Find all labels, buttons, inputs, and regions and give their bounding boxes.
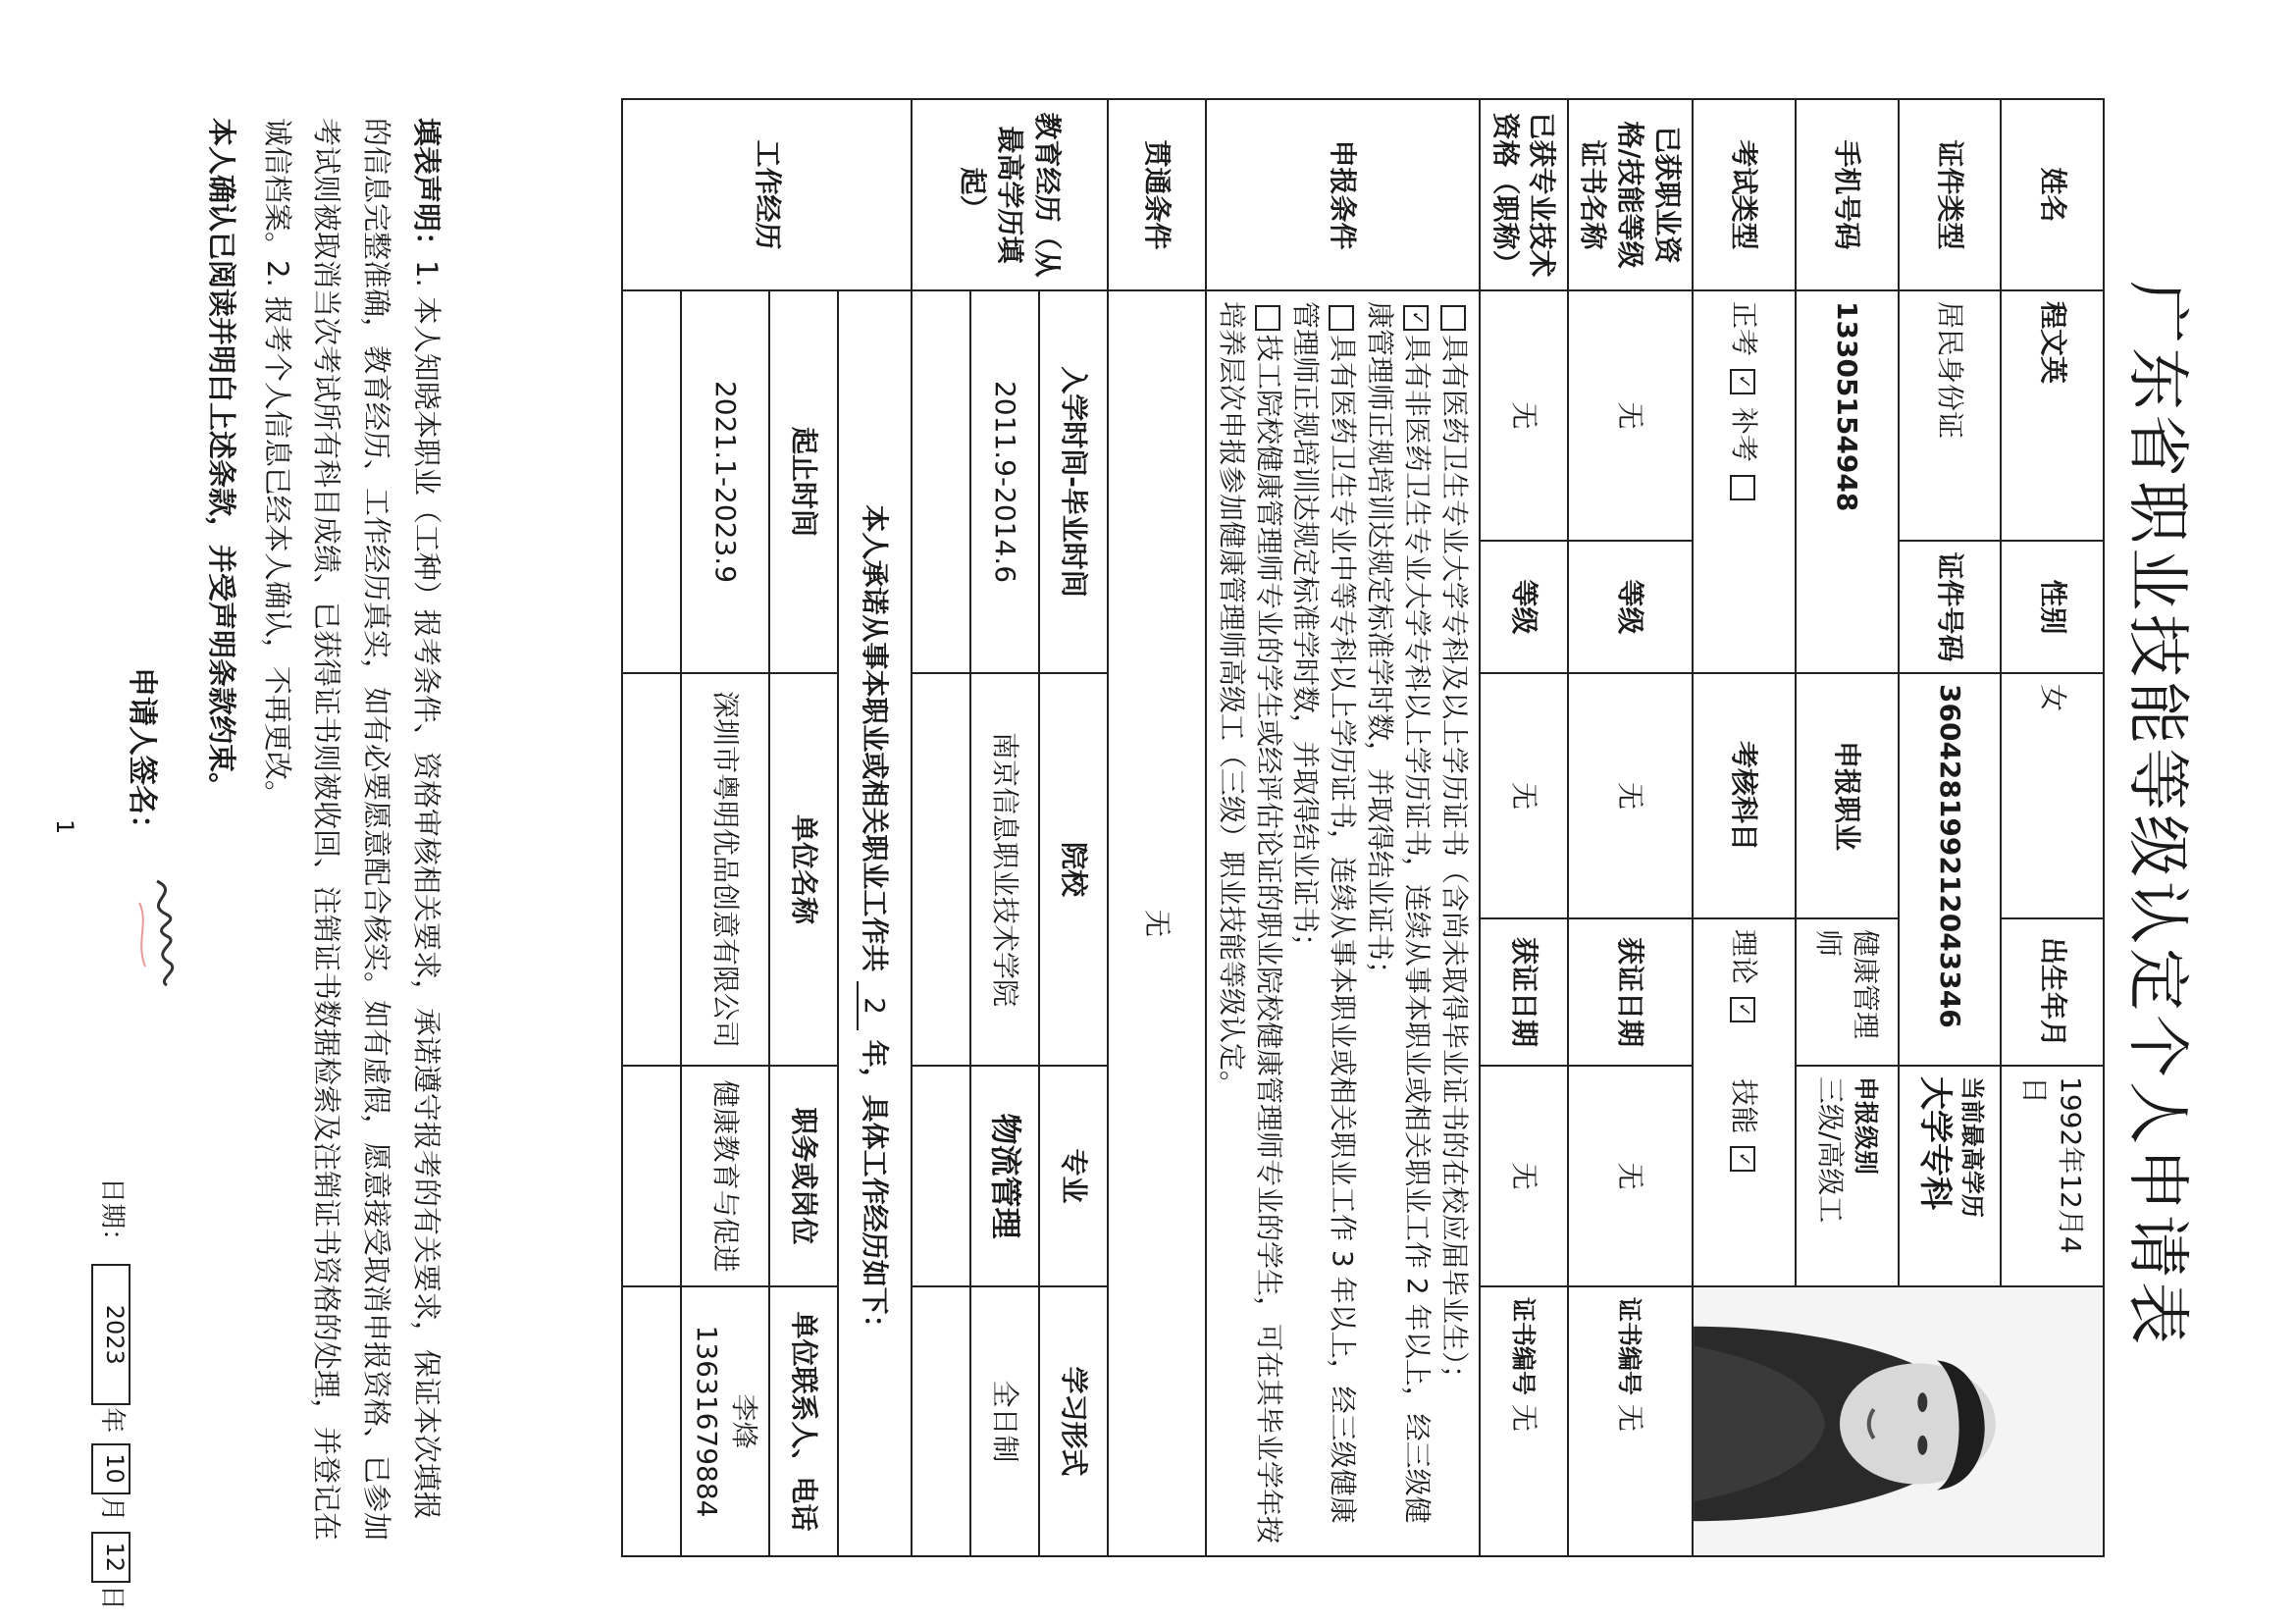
cert-no-cell [1568, 1286, 1693, 1556]
prof-title-value: 无 [1480, 290, 1568, 541]
conditions-list [1206, 290, 1480, 1556]
edu-row-empty [912, 99, 970, 1556]
exam-type-label: 考试类型 [1693, 99, 1796, 290]
subject-theory-checkbox[interactable]: ✓ [1730, 997, 1755, 1022]
gender-label: 性别 [2001, 541, 2104, 673]
cert-date-value: 无 [1568, 1066, 1693, 1286]
cert-level-label: 等级 [1568, 541, 1693, 673]
birth-label: 出生年月 [2001, 918, 2104, 1066]
education-text: 大学专科 [1914, 1076, 1955, 1210]
id-number-label: 证件号码 [1899, 541, 2002, 673]
work-row [682, 99, 770, 1556]
prof-no-label: 证书编号 [1508, 1297, 1538, 1396]
work-contact-header: 单位联系人、电话 [769, 1286, 838, 1556]
declaration-body: 1. 本人知晓本职业（工种）报考条件、资格审核相关要求，承诺遵守报考的有关要求，保证本次填报的信息完整准确，教育经历、工作经历真实，如有必要愿意配合核实。如有虚假，愿意接受取消申报资格、已参加考试则被取消当次考试所有科目成绩、已获得证书则被收回、注销证书数据检索及注销证书资格的处理，并登记在诚信档案。2. 报考个人信息已经本人确认，不再更改。 [260, 118, 444, 1542]
level-label: 申报级别 [1851, 1076, 1880, 1176]
page-number: 1 [51, 819, 78, 835]
exam-zhengkao-text: 正考 [1728, 301, 1761, 357]
edu-row [970, 99, 1039, 1556]
gender-value: 女 [2001, 673, 2104, 918]
edu-time-value: 2011.9-2014.6 [970, 290, 1039, 673]
prof-no-value: 无 [1507, 1403, 1540, 1432]
work-time-header: 起止时间 [769, 290, 838, 673]
work-history-label: 工作经历 [623, 99, 913, 290]
portrait-image [1694, 1287, 2103, 1555]
conditions-label: 申报条件 [1206, 99, 1480, 290]
work-pledge [838, 290, 912, 1556]
sign-label: 申请人签名： [125, 667, 159, 844]
prof-level-value: 无 [1480, 673, 1568, 918]
edu-major-header: 专业 [1039, 1066, 1108, 1286]
condition-text: 具有非医药卫生专业大学专科以上学历证书，连续从事本职业或相关职业工作 2 年以上，经三级健康管理师正规培训达规定标准学时数，并取得结业证书； [1364, 301, 1434, 1524]
name-value: 程文英 [2001, 290, 2104, 541]
exam-type-value [1693, 290, 1796, 673]
exam-subject-label: 考核科目 [1693, 673, 1796, 918]
declaration-confirm: 本人确认已阅读并明白上述条款，并受声明条款约束。 [205, 118, 238, 802]
work-pledge-prefix: 本人承诺从事本职业或相关职业工作共 [859, 504, 892, 972]
edu-school-header: 院校 [1039, 673, 1108, 1066]
occupation-value: 健康管理师 [1796, 918, 1899, 1066]
work-pledge-suffix: 年，具体工作经历如下： [859, 1039, 892, 1342]
date-year-box: 2023 [92, 1264, 131, 1405]
condition-checkbox[interactable]: ✓ [1403, 305, 1429, 331]
work-time-value: 2021.1-2023.9 [682, 290, 770, 673]
declaration [196, 118, 451, 1541]
work-row-empty [623, 99, 682, 1556]
condition-item [1287, 301, 1362, 1545]
date-unit-year: 年 [97, 1407, 127, 1434]
date-month-box: 10 [92, 1443, 131, 1494]
declaration-heading: 填表声明： [410, 118, 444, 261]
condition-checkbox[interactable] [1255, 305, 1280, 331]
work-unit-header: 单位名称 [769, 673, 838, 1066]
exam-bukao-checkbox[interactable] [1730, 475, 1755, 500]
edu-form-value: 全日制 [970, 1286, 1039, 1556]
date-unit-month: 月 [97, 1495, 127, 1522]
condition-item [1213, 301, 1287, 1545]
level-value: 三级/高级工 [1814, 1076, 1848, 1224]
edu-history-label: 教育经历（从最高学历填起） [912, 99, 1108, 290]
through-label: 贯通条件 [1108, 99, 1206, 290]
edu-school-value: 南京信息职业技术学院 [970, 673, 1039, 1066]
subject-theory-text: 理论 [1728, 929, 1761, 985]
condition-checkbox[interactable] [1329, 305, 1354, 331]
education-label: 当前最高学历 [1958, 1076, 1987, 1218]
work-contact-value: 李烽 13631679884 [682, 1286, 770, 1556]
birth-value: 1992年12月4日 [2001, 1066, 2104, 1286]
prof-level-label: 等级 [1480, 541, 1568, 673]
application-form-table [622, 98, 2106, 1557]
exam-zhengkao-checkbox[interactable]: ✓ [1730, 369, 1755, 394]
edu-time-header: 入学时间-毕业时间 [1039, 290, 1108, 673]
level-cell [1796, 1066, 1899, 1286]
id-type-value: 居民身份证 [1899, 290, 2002, 541]
name-label: 姓名 [2001, 99, 2104, 290]
applicant-photo [1693, 1286, 2104, 1556]
cert-no-value: 无 [1614, 1403, 1647, 1432]
through-value: 无 [1108, 290, 1206, 1556]
work-years-value: 2 [858, 981, 892, 1030]
cert-name-label: 已获职业资格/技能等级证书名称 [1568, 99, 1693, 290]
cert-date-label: 获证日期 [1568, 918, 1693, 1066]
condition-checkbox[interactable] [1440, 305, 1466, 331]
phone-label: 手机号码 [1796, 99, 1899, 290]
cert-name-value: 无 [1568, 290, 1693, 541]
subject-skill-text: 技能 [1728, 1078, 1761, 1134]
condition-item [1435, 301, 1473, 1545]
education-value [1899, 1066, 2002, 1286]
date-row [92, 1178, 133, 1610]
cert-no-label: 证书编号 [1615, 1297, 1644, 1396]
date-day-box: 12 [92, 1532, 131, 1583]
prof-no-cell [1480, 1286, 1568, 1556]
work-unit-value: 深圳市粤明优品创意有限公司 [682, 673, 770, 1066]
condition-text: 技工院校健康管理师专业的学生或经评估论证的职业院校健康管理师专业的学生，可在其毕业学年按培养层次申报参加健康管理师高级工（三级）职业技能等级认定。 [1215, 301, 1285, 1544]
subject-skill-checkbox[interactable]: ✓ [1730, 1146, 1755, 1172]
date-label: 日期： [97, 1178, 127, 1255]
edu-major-value: 物流管理 [970, 1066, 1039, 1286]
handwritten-signature [128, 873, 196, 991]
prof-date-value: 无 [1480, 1066, 1568, 1286]
id-type-label: 证件类型 [1899, 99, 2002, 290]
condition-text: 具有医药卫生专业中等专科以上学历证书，连续从事本职业或相关职业工作 3 年以上，经三级健康管理师正规培训达规定标准学时数，并取得结业证书； [1289, 301, 1360, 1524]
exam-subject-value [1693, 918, 1796, 1286]
prof-title-label: 已获专业技术资格（职称） [1480, 99, 1568, 290]
occupation-label: 申报职业 [1796, 673, 1899, 918]
cert-level-value: 无 [1568, 673, 1693, 918]
date-unit-day: 日 [97, 1584, 127, 1610]
phone-value: 13305154948 [1796, 290, 1899, 673]
condition-text: 具有医药卫生专业大学专科及以上学历证书（含尚未取得毕业证书的在校应届毕业生）； [1437, 335, 1471, 1393]
edu-form-header: 学习形式 [1039, 1286, 1108, 1556]
prof-date-label: 获证日期 [1480, 918, 1568, 1066]
page-title: 广东省职业技能等级认定个人申请表 [2120, 281, 2193, 1348]
condition-item [1361, 301, 1435, 1545]
id-number-value: 360428199212043346 [1899, 673, 2002, 1066]
work-post-header: 职务或岗位 [769, 1066, 838, 1286]
work-post-value: 健康教育与促进 [682, 1066, 770, 1286]
exam-bukao-text: 补考 [1728, 406, 1761, 462]
